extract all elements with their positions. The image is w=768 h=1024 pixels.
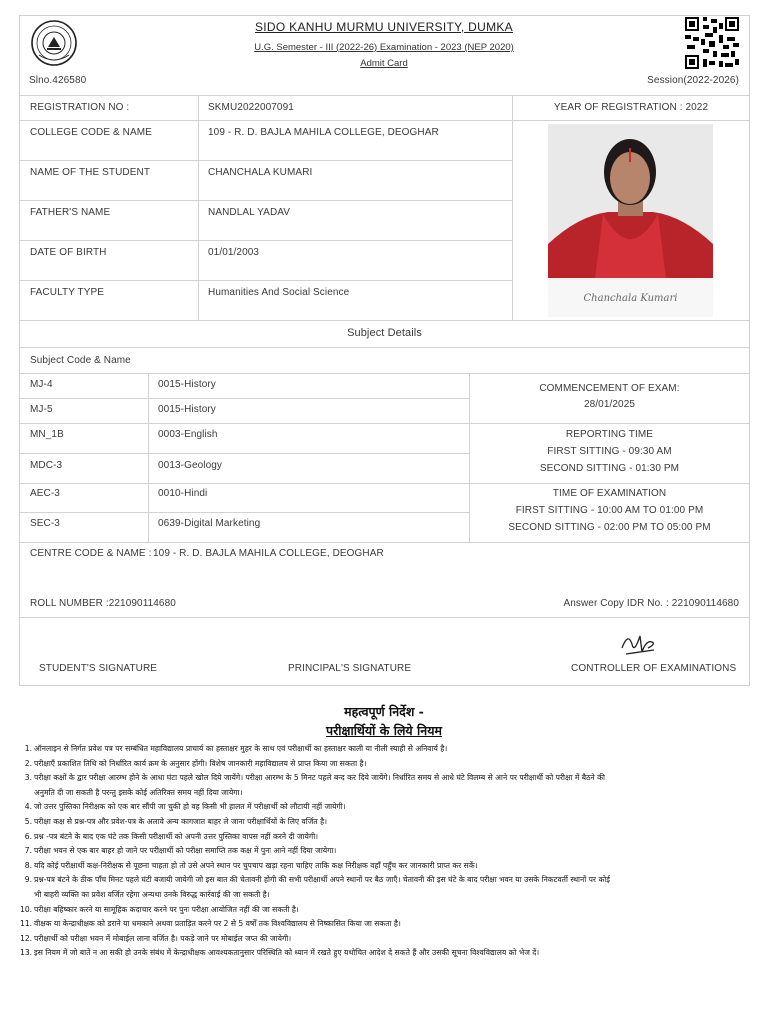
- rule-item: 12. परीक्षार्थी को परीक्षा भवन में मोबाईल लाना वर्जित है। पकड़े जाने पर मोबाईल जप्त की जायेगी।: [20, 933, 292, 943]
- university-name: SIDO KANHU MURMU UNIVERSITY, DUMKA: [254, 20, 513, 34]
- rule-item: 7. परीक्षा भवन से एक बार बाहर हो जाने पर परीक्षार्थी को परीक्षा समाप्ति तक कक्ष में पुनः आने नहीं दिया जायेगा।: [24, 846, 337, 856]
- rule-item: 5. परीक्षा कक्ष से प्रश्न-पत्र और प्रवेश-पत्र के अलावे अन्य कागजात बाहर ले जाना परीक्षार्थियों के लिए वर्जित है।: [24, 816, 327, 826]
- rule-item: 2. परीक्षाएँ प्रकाशित तिथि को निर्धारित कार्य क्रम के अनुसार होंगी। विशेष जानकारी महाविद्यालय से प्राप्त किया जा सकता है।: [24, 758, 367, 768]
- subject-name: 0003-English: [158, 429, 218, 440]
- college-label: COLLEGE CODE & NAME: [30, 127, 152, 138]
- controller-signature-label: CONTROLLER OF EXAMINATIONS: [571, 663, 737, 674]
- answer-copy-number: Answer Copy IDR No. : 221090114680: [563, 598, 739, 609]
- subject-name: 0013-Geology: [158, 460, 223, 471]
- exam-time-label: TIME OF EXAMINATION: [552, 488, 667, 499]
- instructions-subtitle: परीक्षार्थियों के लिये नियम: [326, 723, 442, 738]
- college-value: 109 - R. D. BAJLA MAHILA COLLEGE, DEOGHAR: [208, 127, 439, 138]
- controller-signature-image: [618, 626, 660, 660]
- subject-name: 0639-Digital Marketing: [158, 518, 261, 529]
- commencement-date: 28/01/2025: [583, 399, 636, 410]
- rule-item: 13. इस नियम में जो बातें न आ सकी हो उनके संबंध में केन्द्राधीक्षक आवश्यकतानुसार परिस्थिति को ध्यान में रखते हुए यथोचित आदेश दे सकते हैं और उसकी सूचना विश्वविद्यालय को भेज दें।: [20, 948, 540, 958]
- exam-title: U.G. Semester - III (2022-26) Examination - 2023 (NEP 2020): [254, 42, 514, 53]
- rule-item: 3. परीक्षा कक्षों के द्वार परीक्षा आरम्भ होने के आधा घंटा पहले खोल दिये जायेंगे। परीक्षा आरम्भ के 5 मिनट पहले बन्द कर दिये जायेंगे। निर्धारित समय से आधे घंटे विलम्ब से आने पर परीक्षार्थी को परीक्षा में बैठने की: [24, 773, 605, 783]
- serial-number: Slno.426580: [29, 75, 87, 86]
- year-of-registration: YEAR OF REGISTRATION : 2022: [553, 102, 709, 113]
- doc-type: Admit Card: [360, 58, 408, 69]
- centre-label: CENTRE CODE & NAME :: [30, 548, 152, 559]
- rule-item: 10. परीक्षा बहिष्कार करने या सामूहिक कदाचार करने पर पुनः परीक्षा आयोजित नहीं की जा सकती है।: [20, 904, 299, 914]
- subject-name: 0010-Hindi: [158, 488, 208, 499]
- centre-value: 109 - R. D. BAJLA MAHILA COLLEGE, DEOGHAR: [153, 548, 384, 559]
- faculty-label: FACULTY TYPE: [30, 287, 105, 298]
- subject-code: MDC-3: [30, 460, 63, 471]
- student-name-label: NAME OF THE STUDENT: [30, 167, 151, 178]
- instructions-title: महत्वपूर्ण निर्देश -: [344, 704, 424, 719]
- rule-item: 8. यदि कोई परीक्षार्थी कक्ष-निरीक्षक से पूछना चाहता हो तो उसे अपने स्थान पर चुपचाप खड़ा रहना चाहिए ताकि कक्ष निरीक्षक वहाँ पहुँच कर जानकारी प्राप्त कर सकें।: [24, 860, 478, 870]
- roll-number: ROLL NUMBER :221090114680: [30, 598, 176, 609]
- commencement-label: COMMENCEMENT OF EXAM:: [539, 383, 680, 394]
- student-signature-label: STUDENT'S SIGNATURE: [39, 663, 158, 674]
- registration-value: SKMU2022007091: [208, 102, 294, 113]
- dob-label: DATE OF BIRTH: [30, 247, 107, 258]
- subject-details-title: Subject Details: [347, 327, 422, 339]
- photo-signature: Chanchala Kumari: [548, 280, 713, 317]
- exam-first-sitting: FIRST SITTING - 10:00 AM TO 01:00 PM: [515, 505, 704, 516]
- subject-code: AEC-3: [30, 488, 60, 499]
- reporting-time-label: REPORTING TIME: [565, 429, 654, 440]
- rule-item: 1. ऑनलाइन से निर्गत प्रवेश पत्र पर सम्बंधित महाविद्यालय प्राचार्य का हस्ताक्षर मुहर के साथ एवं परीक्षार्थी का हस्ताक्षर काली या नीली स्याही से अनिवार्य है।: [24, 744, 448, 753]
- subject-header: Subject Code & Name: [30, 355, 131, 366]
- student-name-value: CHANCHALA KUMARI: [208, 167, 313, 178]
- father-name-value: NANDLAL YADAV: [208, 207, 291, 218]
- faculty-value: Humanities And Social Science: [208, 287, 350, 298]
- subject-code: MJ-5: [30, 404, 53, 415]
- subject-code: SEC-3: [30, 518, 60, 529]
- dob-value: 01/01/2003: [208, 247, 260, 258]
- admit-card: [19, 15, 750, 686]
- rule-item: 4. जो उत्तर पुस्तिका निरीक्षक को एक बार सौंपी जा चुकी हो वह किसी भी हालत में परीक्षार्थी को लौटायी नहीं जायेगी।: [24, 802, 346, 812]
- subject-name: 0015-History: [158, 379, 216, 390]
- rule-continuation: अनुमति दी जा सकती है परन्तु इसके कोई अतिरिक्त समय नहीं दिया जायेगा।: [34, 787, 243, 797]
- session: Session(2022-2026): [647, 75, 739, 86]
- rule-continuation: भी बाहरी व्यक्ति का प्रवेश वर्जित रहेगा अन्यथा उनके विरुद्ध कार्रवाई की जा सकती है।: [34, 889, 270, 899]
- father-name-label: FATHER'S NAME: [30, 207, 111, 218]
- registration-label: REGISTRATION NO :: [30, 102, 130, 113]
- rule-item: 11. वीक्षक या केन्द्राधीक्षक को डराने या धमकाने अथवा प्रताड़ित करने पर 2 से 5 वर्षों तक विश्वविद्यालय से निष्कासित किया जा सकता है।: [20, 919, 401, 929]
- reporting-second-sitting: SECOND SITTING - 01:30 PM: [539, 463, 680, 474]
- principal-signature-label: PRINCIPAL'S SIGNATURE: [288, 663, 412, 674]
- subject-code: MJ-4: [30, 379, 53, 390]
- exam-second-sitting: SECOND SITTING - 02:00 PM TO 05:00 PM: [508, 522, 711, 533]
- rule-item: 9. प्रश्न-पत्र बंटने के ठीक पाँच मिनट पहले घंटी बजायी जायेगी जो इस बात की चेतावनी होगी की सभी परीक्षार्थी अपने स्थानों पर बैठ जाएँ। चेतावनी की इस घंटे के बाद परीक्षा भवन या उसके निकटवर्ती स्थानों पर कोई: [24, 875, 610, 885]
- rules-list: [20, 742, 750, 961]
- student-photo: [548, 124, 713, 317]
- rule-item: 6. प्रश्न -पत्र बंटने के बाद एक घंटे तक किसी परीक्षार्थी को अपनी उत्तर पुस्तिका वापस नहीं करने दी जायेगी।: [24, 831, 319, 841]
- subject-name: 0015-History: [158, 404, 216, 415]
- subject-code: MN_1B: [30, 429, 64, 440]
- reporting-first-sitting: FIRST SITTING - 09:30 AM: [547, 446, 672, 457]
